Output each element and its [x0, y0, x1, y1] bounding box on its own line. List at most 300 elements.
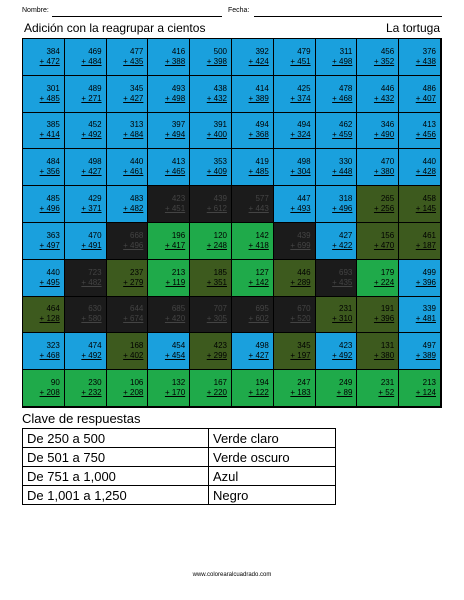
addend-top: 446 — [297, 267, 311, 277]
addend-top: 376 — [422, 46, 436, 56]
problem-cell — [23, 76, 65, 113]
problem-cell — [190, 260, 232, 297]
problem-cell — [107, 223, 149, 260]
addend-top: 470 — [380, 157, 395, 167]
addend-bottom: + 170 — [164, 388, 186, 398]
addend-bottom: + 124 — [415, 388, 436, 398]
addend-bottom: + 422 — [332, 240, 353, 250]
addend-top: 392 — [255, 46, 269, 56]
addend-top: 231 — [380, 378, 395, 388]
addend-bottom: + 492 — [81, 130, 102, 140]
problem-cell — [274, 76, 316, 113]
problem-cell — [399, 76, 441, 113]
addend-top: 231 — [339, 304, 353, 314]
key-range: De 501 a 750 — [23, 448, 209, 467]
addend-top: 265 — [380, 194, 395, 204]
addend-top: 498 — [297, 157, 311, 167]
addend-top: 479 — [297, 46, 311, 56]
addend-bottom: + 454 — [164, 351, 186, 361]
worksheet-subtitle: La tortuga — [385, 21, 440, 35]
answer-key-table — [22, 428, 336, 505]
date-line — [254, 16, 442, 17]
problem-cell — [65, 39, 107, 76]
addend-top: 439 — [213, 194, 227, 204]
addend-top: 439 — [297, 230, 311, 240]
addend-bottom: + 374 — [290, 93, 311, 103]
addend-top: 644 — [130, 304, 144, 314]
addend-bottom: + 119 — [165, 277, 186, 287]
problem-cell — [190, 297, 232, 334]
addend-top: 474 — [88, 341, 102, 351]
addend-top: 385 — [46, 120, 60, 130]
addend-top: 120 — [213, 230, 227, 240]
addend-bottom: + 490 — [373, 130, 395, 140]
problem-cell — [274, 370, 316, 407]
addend-top: 489 — [88, 83, 102, 93]
problem-cell — [316, 149, 358, 186]
addend-bottom: + 142 — [248, 277, 269, 287]
problem-cell — [399, 333, 441, 370]
addend-bottom: + 304 — [290, 167, 311, 177]
addend-top: 196 — [171, 230, 186, 240]
addend-bottom: + 220 — [206, 388, 227, 398]
problem-cell — [399, 223, 441, 260]
problem-cell — [65, 186, 107, 223]
key-range: De 1,001 a 1,250 — [23, 486, 209, 505]
addend-top: 440 — [422, 157, 436, 167]
problem-cell — [232, 113, 274, 150]
addend-bottom: + 485 — [248, 167, 269, 177]
problem-cell — [399, 186, 441, 223]
addend-top: 249 — [339, 378, 353, 388]
problem-cell — [232, 333, 274, 370]
addend-bottom: + 396 — [373, 314, 395, 324]
addend-bottom: + 380 — [373, 351, 395, 361]
addend-top: 447 — [297, 194, 311, 204]
problem-cell — [232, 260, 274, 297]
addend-top: 339 — [422, 304, 436, 314]
addend-bottom: + 122 — [248, 388, 269, 398]
problem-cell — [232, 297, 274, 334]
problem-cell — [23, 260, 65, 297]
problem-cell — [107, 370, 149, 407]
addend-bottom: + 407 — [415, 93, 436, 103]
problem-cell — [65, 333, 107, 370]
key-row — [23, 486, 336, 505]
problem-cell — [232, 76, 274, 113]
addend-bottom: + 485 — [39, 93, 60, 103]
problem-cell — [357, 113, 399, 150]
addend-top: 470 — [88, 230, 102, 240]
addend-bottom: + 371 — [81, 204, 102, 214]
addend-bottom: + 520 — [290, 314, 311, 324]
addend-bottom: + 388 — [164, 56, 186, 66]
addend-bottom: + 400 — [206, 130, 227, 140]
problem-cell — [399, 297, 441, 334]
addend-top: 423 — [339, 341, 353, 351]
addend-top: 440 — [130, 157, 144, 167]
addend-top: 469 — [88, 46, 102, 56]
addend-bottom: + 289 — [290, 277, 311, 287]
problem-cell — [148, 149, 190, 186]
addend-bottom: + 497 — [39, 240, 60, 250]
addend-top: 142 — [255, 230, 269, 240]
addend-bottom: + 414 — [39, 130, 60, 140]
addend-bottom: + 418 — [248, 240, 269, 250]
problem-cell — [274, 113, 316, 150]
addend-bottom: + 496 — [39, 204, 60, 214]
addend-bottom: + 491 — [81, 240, 102, 250]
problem-cell — [148, 76, 190, 113]
addend-bottom: + 465 — [164, 167, 186, 177]
addend-bottom: + 271 — [81, 93, 102, 103]
addend-bottom: + 208 — [39, 388, 60, 398]
addend-bottom: + 299 — [206, 351, 227, 361]
problem-cell — [316, 186, 358, 223]
addend-top: 438 — [213, 83, 227, 93]
addend-bottom: + 305 — [206, 314, 227, 324]
addend-bottom: + 427 — [81, 167, 102, 177]
problem-cell — [23, 39, 65, 76]
problem-cell — [357, 39, 399, 76]
addend-top: 494 — [297, 120, 311, 130]
addend-top: 237 — [130, 267, 144, 277]
addend-bottom: + 468 — [39, 351, 60, 361]
addend-top: 485 — [46, 194, 60, 204]
addend-bottom: + 128 — [39, 314, 60, 324]
problem-cell — [399, 149, 441, 186]
problem-cell — [357, 333, 399, 370]
addend-bottom: + 389 — [248, 93, 269, 103]
problem-cell — [23, 113, 65, 150]
addend-top: 577 — [255, 194, 269, 204]
key-row — [23, 448, 336, 467]
addend-top: 497 — [422, 341, 436, 351]
problem-cell — [148, 223, 190, 260]
addend-bottom: + 493 — [290, 204, 311, 214]
addend-top: 323 — [46, 341, 60, 351]
addend-bottom: + 498 — [164, 93, 186, 103]
addend-bottom: + 435 — [332, 277, 353, 287]
problem-cell — [399, 260, 441, 297]
addend-bottom: + 482 — [81, 277, 102, 287]
problem-cell — [65, 223, 107, 260]
problem-cell — [148, 186, 190, 223]
problem-cell — [190, 149, 232, 186]
addend-top: 313 — [130, 120, 144, 130]
addend-bottom: + 256 — [373, 204, 395, 214]
problem-cell — [232, 186, 274, 223]
problem-cell — [274, 260, 316, 297]
problem-cell — [65, 370, 107, 407]
problem-grid — [22, 38, 442, 408]
addend-top: 185 — [213, 267, 227, 277]
problem-cell — [148, 370, 190, 407]
header-row — [22, 4, 442, 18]
addend-bottom: + 417 — [164, 240, 186, 250]
addend-top: 429 — [88, 194, 102, 204]
addend-top: 630 — [88, 304, 102, 314]
addend-top: 230 — [88, 378, 102, 388]
problem-cell — [65, 113, 107, 150]
addend-bottom: + 484 — [81, 56, 102, 66]
addend-top: 693 — [339, 267, 353, 277]
addend-top: 413 — [171, 157, 186, 167]
addend-top: 179 — [380, 267, 395, 277]
addend-top: 494 — [255, 120, 269, 130]
problem-cell — [107, 186, 149, 223]
addend-bottom: + 435 — [123, 56, 144, 66]
addend-top: 247 — [297, 378, 311, 388]
addend-bottom: + 443 — [248, 204, 269, 214]
key-color: Negro — [209, 486, 336, 505]
problem-cell — [316, 333, 358, 370]
addend-top: 213 — [422, 378, 436, 388]
addend-top: 427 — [339, 230, 353, 240]
addend-top: 353 — [213, 157, 227, 167]
problem-cell — [65, 260, 107, 297]
problem-cell — [190, 186, 232, 223]
addend-bottom: + 324 — [290, 130, 311, 140]
addend-top: 458 — [422, 194, 436, 204]
addend-bottom: + 451 — [290, 56, 311, 66]
key-color: Azul — [209, 467, 336, 486]
key-range: De 751 a 1,000 — [23, 467, 209, 486]
addend-top: 301 — [46, 83, 60, 93]
problem-cell — [23, 149, 65, 186]
problem-cell — [190, 333, 232, 370]
problem-cell — [274, 297, 316, 334]
name-line — [52, 16, 222, 17]
problem-cell — [399, 370, 441, 407]
addend-bottom: + 427 — [248, 351, 269, 361]
addend-top: 414 — [255, 83, 269, 93]
addend-top: 213 — [171, 267, 186, 277]
addend-bottom: + 402 — [123, 351, 144, 361]
addend-bottom: + 409 — [206, 167, 227, 177]
addend-top: 384 — [46, 46, 60, 56]
addend-top: 446 — [380, 83, 395, 93]
problem-cell — [357, 260, 399, 297]
addend-top: 498 — [88, 157, 102, 167]
addend-top: 462 — [339, 120, 353, 130]
addend-bottom: + 351 — [206, 277, 227, 287]
addend-top: 127 — [255, 267, 269, 277]
problem-cell — [23, 186, 65, 223]
problem-cell — [357, 223, 399, 260]
addend-top: 461 — [422, 230, 436, 240]
problem-cell — [190, 76, 232, 113]
footer-url: www.colorearalcuadrado.com — [192, 572, 272, 578]
addend-bottom: + 224 — [373, 277, 395, 287]
addend-top: 391 — [213, 120, 227, 130]
addend-bottom: + 145 — [415, 204, 436, 214]
addend-bottom: + 279 — [123, 277, 144, 287]
problem-cell — [316, 370, 358, 407]
addend-bottom: + 498 — [332, 56, 353, 66]
addend-top: 168 — [130, 341, 144, 351]
addend-bottom: + 420 — [164, 314, 186, 324]
key-color: Verde oscuro — [209, 448, 336, 467]
name-label: Nombre: — [22, 7, 49, 14]
problem-cell — [316, 260, 358, 297]
addend-bottom: + 602 — [248, 314, 269, 324]
addend-top: 668 — [130, 230, 144, 240]
addend-top: 707 — [213, 304, 227, 314]
problem-cell — [316, 39, 358, 76]
addend-top: 498 — [255, 341, 269, 351]
addend-top: 345 — [130, 83, 144, 93]
title-bar — [22, 20, 442, 36]
addend-bottom: + 248 — [206, 240, 227, 250]
problem-cell — [148, 297, 190, 334]
problem-cell — [148, 113, 190, 150]
problem-cell — [232, 370, 274, 407]
addend-bottom: + 432 — [206, 93, 227, 103]
addend-top: 723 — [88, 267, 102, 277]
problem-cell — [23, 297, 65, 334]
key-range: De 250 a 500 — [23, 429, 209, 448]
addend-top: 346 — [380, 120, 395, 130]
addend-top: 423 — [213, 341, 227, 351]
addend-bottom: + 699 — [290, 240, 311, 250]
addend-top: 191 — [380, 304, 395, 314]
problem-cell — [274, 39, 316, 76]
addend-bottom: + 461 — [123, 167, 144, 177]
key-row — [23, 429, 336, 448]
addend-top: 477 — [130, 46, 144, 56]
addend-bottom: + 438 — [415, 56, 436, 66]
problem-cell — [399, 39, 441, 76]
problem-cell — [107, 39, 149, 76]
addend-top: 456 — [380, 46, 395, 56]
problem-cell — [190, 223, 232, 260]
addend-top: 156 — [380, 230, 395, 240]
addend-bottom: + 52 — [378, 388, 395, 398]
addend-bottom: + 352 — [373, 56, 395, 66]
addend-bottom: + 398 — [206, 56, 227, 66]
addend-bottom: + 494 — [164, 130, 186, 140]
problem-cell — [148, 260, 190, 297]
problem-cell — [65, 297, 107, 334]
addend-bottom: + 492 — [81, 351, 102, 361]
addend-top: 397 — [171, 120, 186, 130]
problem-cell — [357, 186, 399, 223]
problem-cell — [148, 333, 190, 370]
addend-top: 493 — [171, 83, 186, 93]
addend-top: 345 — [297, 341, 311, 351]
addend-bottom: + 368 — [248, 130, 269, 140]
addend-top: 499 — [422, 267, 436, 277]
addend-top: 484 — [46, 157, 60, 167]
addend-bottom: + 208 — [123, 388, 144, 398]
problem-cell — [232, 223, 274, 260]
addend-bottom: + 310 — [332, 314, 353, 324]
addend-top: 416 — [171, 46, 186, 56]
addend-top: 452 — [88, 120, 102, 130]
addend-bottom: + 495 — [39, 277, 60, 287]
addend-bottom: + 424 — [248, 56, 269, 66]
addend-bottom: + 482 — [123, 204, 144, 214]
addend-bottom: + 580 — [81, 314, 102, 324]
problem-cell — [148, 39, 190, 76]
addend-bottom: + 496 — [123, 240, 144, 250]
addend-top: 483 — [130, 194, 144, 204]
addend-top: 363 — [46, 230, 60, 240]
problem-cell — [107, 76, 149, 113]
addend-bottom: + 481 — [415, 314, 436, 324]
problem-cell — [107, 260, 149, 297]
addend-bottom: + 187 — [415, 240, 436, 250]
problem-cell — [357, 76, 399, 113]
addend-bottom: + 428 — [415, 167, 436, 177]
problem-cell — [107, 333, 149, 370]
addend-bottom: + 356 — [39, 167, 60, 177]
problem-cell — [357, 297, 399, 334]
date-label: Fecha: — [228, 7, 250, 14]
problem-cell — [274, 149, 316, 186]
addend-top: 670 — [297, 304, 311, 314]
problem-cell — [316, 297, 358, 334]
problem-cell — [274, 223, 316, 260]
addend-top: 425 — [297, 83, 311, 93]
addend-top: 685 — [171, 304, 186, 314]
addend-bottom: + 396 — [415, 277, 436, 287]
addend-top: 90 — [50, 378, 60, 388]
problem-cell — [107, 297, 149, 334]
problem-cell — [232, 149, 274, 186]
key-color: Verde claro — [209, 429, 336, 448]
addend-top: 478 — [339, 83, 353, 93]
addend-top: 413 — [422, 120, 436, 130]
problem-cell — [190, 113, 232, 150]
addend-top: 695 — [255, 304, 269, 314]
addend-bottom: + 197 — [290, 351, 311, 361]
addend-bottom: + 389 — [415, 351, 436, 361]
addend-bottom: + 612 — [206, 204, 227, 214]
problem-cell — [357, 149, 399, 186]
problem-cell — [316, 76, 358, 113]
key-row — [23, 467, 336, 486]
addend-bottom: + 89 — [336, 388, 353, 398]
problem-cell — [23, 333, 65, 370]
addend-bottom: + 492 — [332, 351, 353, 361]
problem-cell — [190, 370, 232, 407]
addend-bottom: + 232 — [81, 388, 102, 398]
problem-cell — [23, 370, 65, 407]
problem-cell — [65, 76, 107, 113]
problem-cell — [65, 149, 107, 186]
problem-cell — [23, 223, 65, 260]
addend-top: 419 — [255, 157, 269, 167]
addend-top: 318 — [339, 194, 353, 204]
addend-top: 132 — [171, 378, 186, 388]
addend-bottom: + 472 — [39, 56, 60, 66]
addend-bottom: + 380 — [373, 167, 395, 177]
addend-bottom: + 484 — [123, 130, 144, 140]
addend-top: 454 — [171, 341, 186, 351]
addend-bottom: + 451 — [164, 204, 186, 214]
addend-top: 486 — [422, 83, 436, 93]
addend-top: 464 — [46, 304, 60, 314]
problem-cell — [274, 333, 316, 370]
addend-top: 330 — [339, 157, 353, 167]
addend-bottom: + 456 — [415, 130, 436, 140]
problem-cell — [316, 113, 358, 150]
problem-cell — [107, 113, 149, 150]
addend-bottom: + 470 — [373, 240, 395, 250]
addend-bottom: + 674 — [123, 314, 144, 324]
